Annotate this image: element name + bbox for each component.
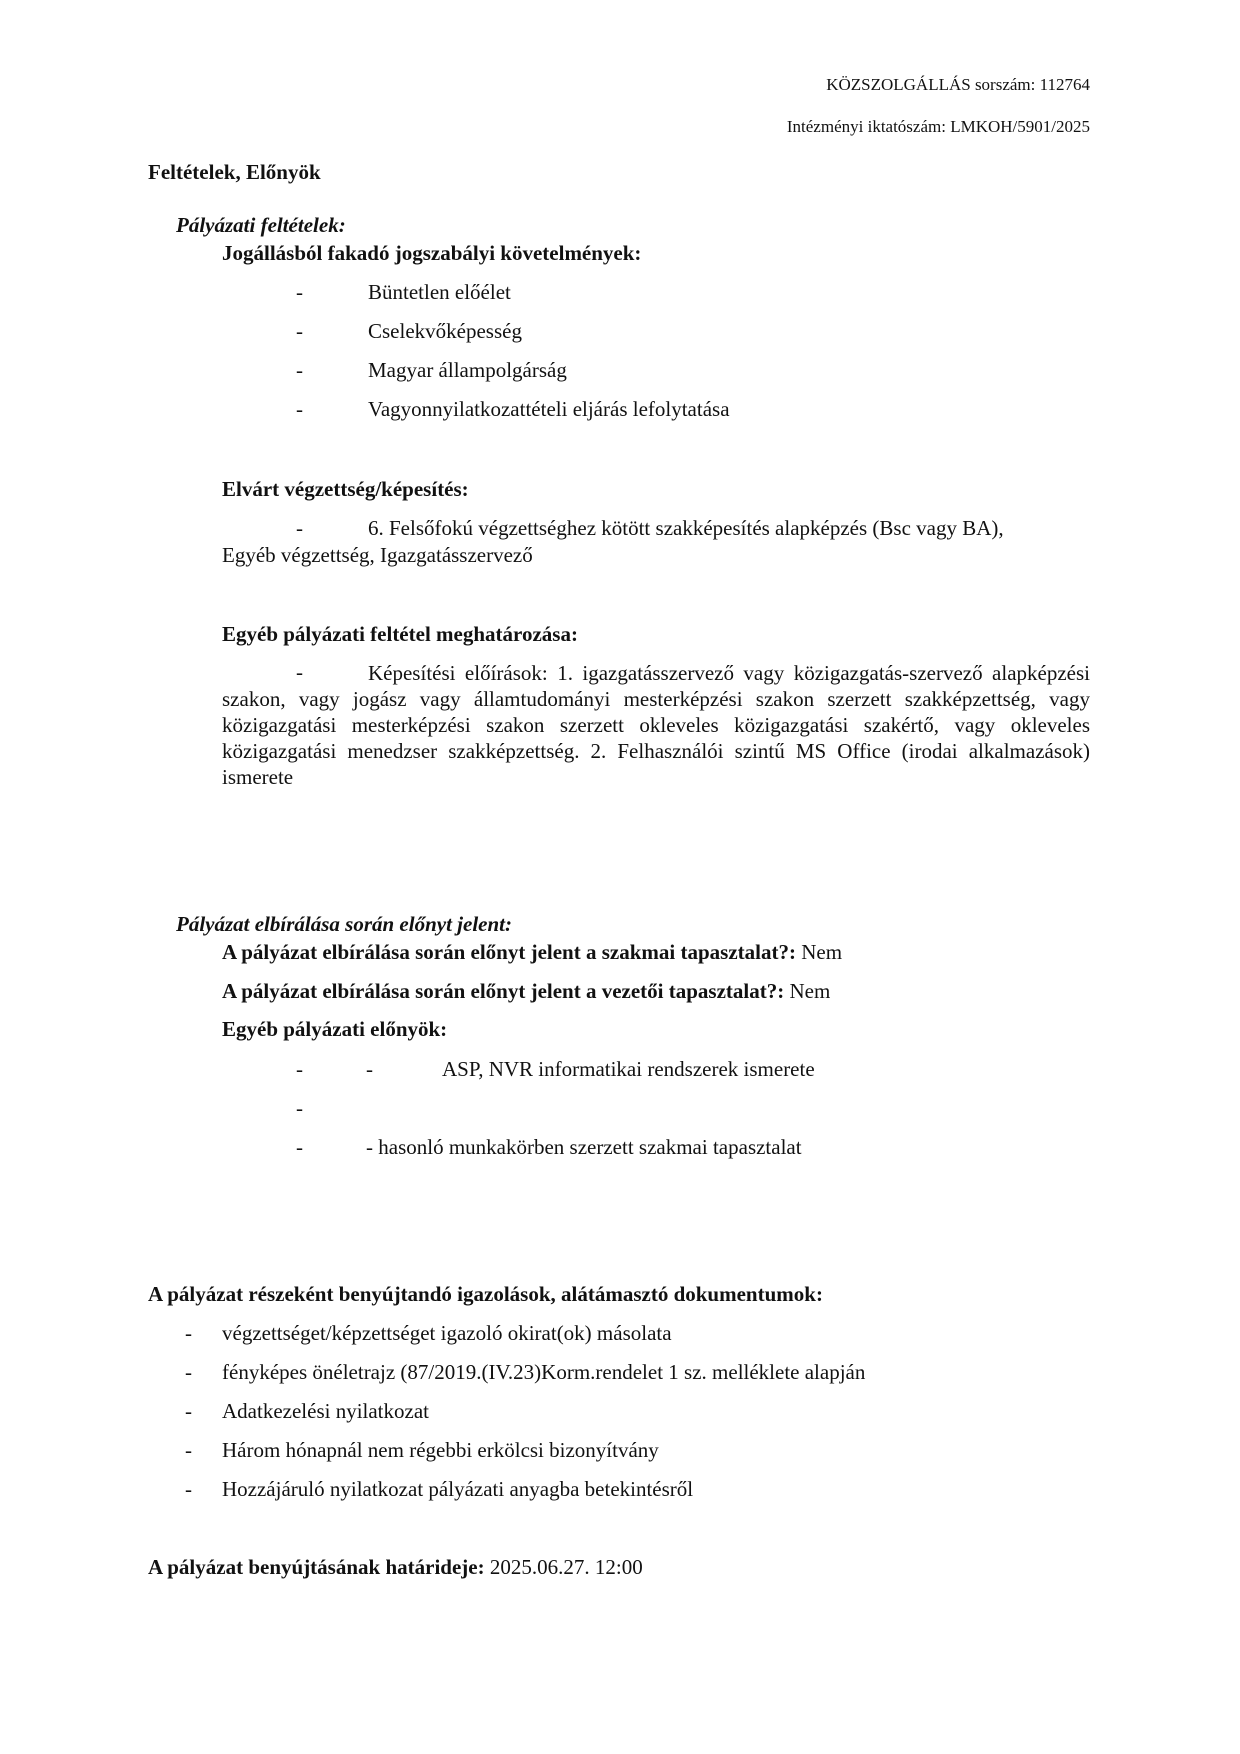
managerial-experience-value: Nem xyxy=(784,979,831,1003)
registry-number: Intézményi iktatószám: LMKOH/5901/2025 xyxy=(786,117,1090,136)
list-item: Magyar állampolgárság xyxy=(368,358,567,382)
list-item: - hasonló munkakörben szerzett szakmai tapasztalat xyxy=(366,1135,802,1159)
bullet-dash: - xyxy=(185,1399,192,1423)
section-title: Feltételek, Előnyök xyxy=(148,160,321,184)
advantages-heading: Pályázat elbírálása során előnyt jelent: xyxy=(176,912,512,936)
bullet-dash: - xyxy=(296,660,303,684)
list-item: Vagyonnyilatkozattételi eljárás lefolytatása xyxy=(368,397,730,421)
bullet-dash: - xyxy=(296,358,303,382)
list-item: Büntetlen előélet xyxy=(368,280,511,304)
list-item: végzettséget/képzettséget igazoló okirat(ok) másolata xyxy=(222,1321,672,1345)
bullet-dash: - xyxy=(185,1438,192,1462)
documents-heading: A pályázat részeként benyújtandó igazolások, alátámasztó dokumentumok: xyxy=(148,1282,823,1306)
list-item: Adatkezelési nyilatkozat xyxy=(222,1399,429,1423)
bullet-dash: - xyxy=(296,1135,303,1159)
conditions-heading: Pályázati feltételek: xyxy=(176,213,346,237)
deadline-value: 2025.06.27. 12:00 xyxy=(484,1555,643,1579)
bullet-dash: - xyxy=(296,1057,303,1081)
professional-experience-label: A pályázat elbírálása során előnyt jelent a szakmai tapasztalat?: xyxy=(222,940,796,964)
sub-bullet-dash: - xyxy=(366,1057,373,1081)
bullet-dash: - xyxy=(296,1096,303,1120)
bullet-dash: - xyxy=(185,1477,192,1501)
deadline-row xyxy=(148,1555,643,1580)
list-item: ASP, NVR informatikai rendszerek ismerete xyxy=(442,1057,815,1081)
deadline-label: A pályázat benyújtásának határideje: xyxy=(148,1555,485,1579)
bullet-dash: - xyxy=(296,516,303,540)
education-text-continued: Egyéb végzettség, Igazgatásszervező xyxy=(222,543,533,567)
serial-number: KÖZSZOLGÁLLÁS sorszám: 112764 xyxy=(826,75,1090,94)
professional-experience-value: Nem xyxy=(795,940,843,964)
legal-requirements-heading: Jogállásból fakadó jogszabályi követelmények: xyxy=(222,241,642,265)
bullet-dash: - xyxy=(296,319,303,343)
bullet-dash: - xyxy=(296,280,303,304)
professional-experience-row xyxy=(222,940,842,965)
education-heading: Elvárt végzettség/képesítés: xyxy=(222,477,469,501)
list-item: fényképes önéletrajz (87/2019.(IV.23)Korm.rendelet 1 sz. melléklete alapján xyxy=(222,1360,866,1384)
bullet-dash: - xyxy=(185,1360,192,1384)
bullet-dash: - xyxy=(296,397,303,421)
managerial-experience-row xyxy=(222,979,830,1004)
list-item: Cselekvőképesség xyxy=(368,319,522,343)
list-item: Hozzájáruló nyilatkozat pályázati anyagba betekintésről xyxy=(222,1477,694,1501)
list-item: Három hónapnál nem régebbi erkölcsi bizonyítvány xyxy=(222,1438,659,1462)
education-text: 6. Felsőfokú végzettséghez kötött szakképesítés alapképzés (Bsc vagy BA), xyxy=(368,516,1004,540)
other-conditions-text: Képesítési előírások: 1. igazgatásszervező vagy közigazgatás-szervező alapképzési szakon, vagy jogász vagy államtudományi mesterképzési szakon szerzett szakképzettség, vagy közigazgatási mesterképzési szakon szerzett okleveles közigazgatási szakértő, vagy okleveles közigazgatási menedzser szakképzettség. 2. Felhasználói szintű MS Office (irodai alkalmazások) ismerete xyxy=(222,661,1090,789)
other-advantages-heading: Egyéb pályázati előnyök: xyxy=(222,1017,448,1041)
other-conditions-heading: Egyéb pályázati feltétel meghatározása: xyxy=(222,622,578,646)
bullet-dash: - xyxy=(185,1321,192,1345)
managerial-experience-label: A pályázat elbírálása során előnyt jelent a vezetői tapasztalat?: xyxy=(222,979,785,1003)
